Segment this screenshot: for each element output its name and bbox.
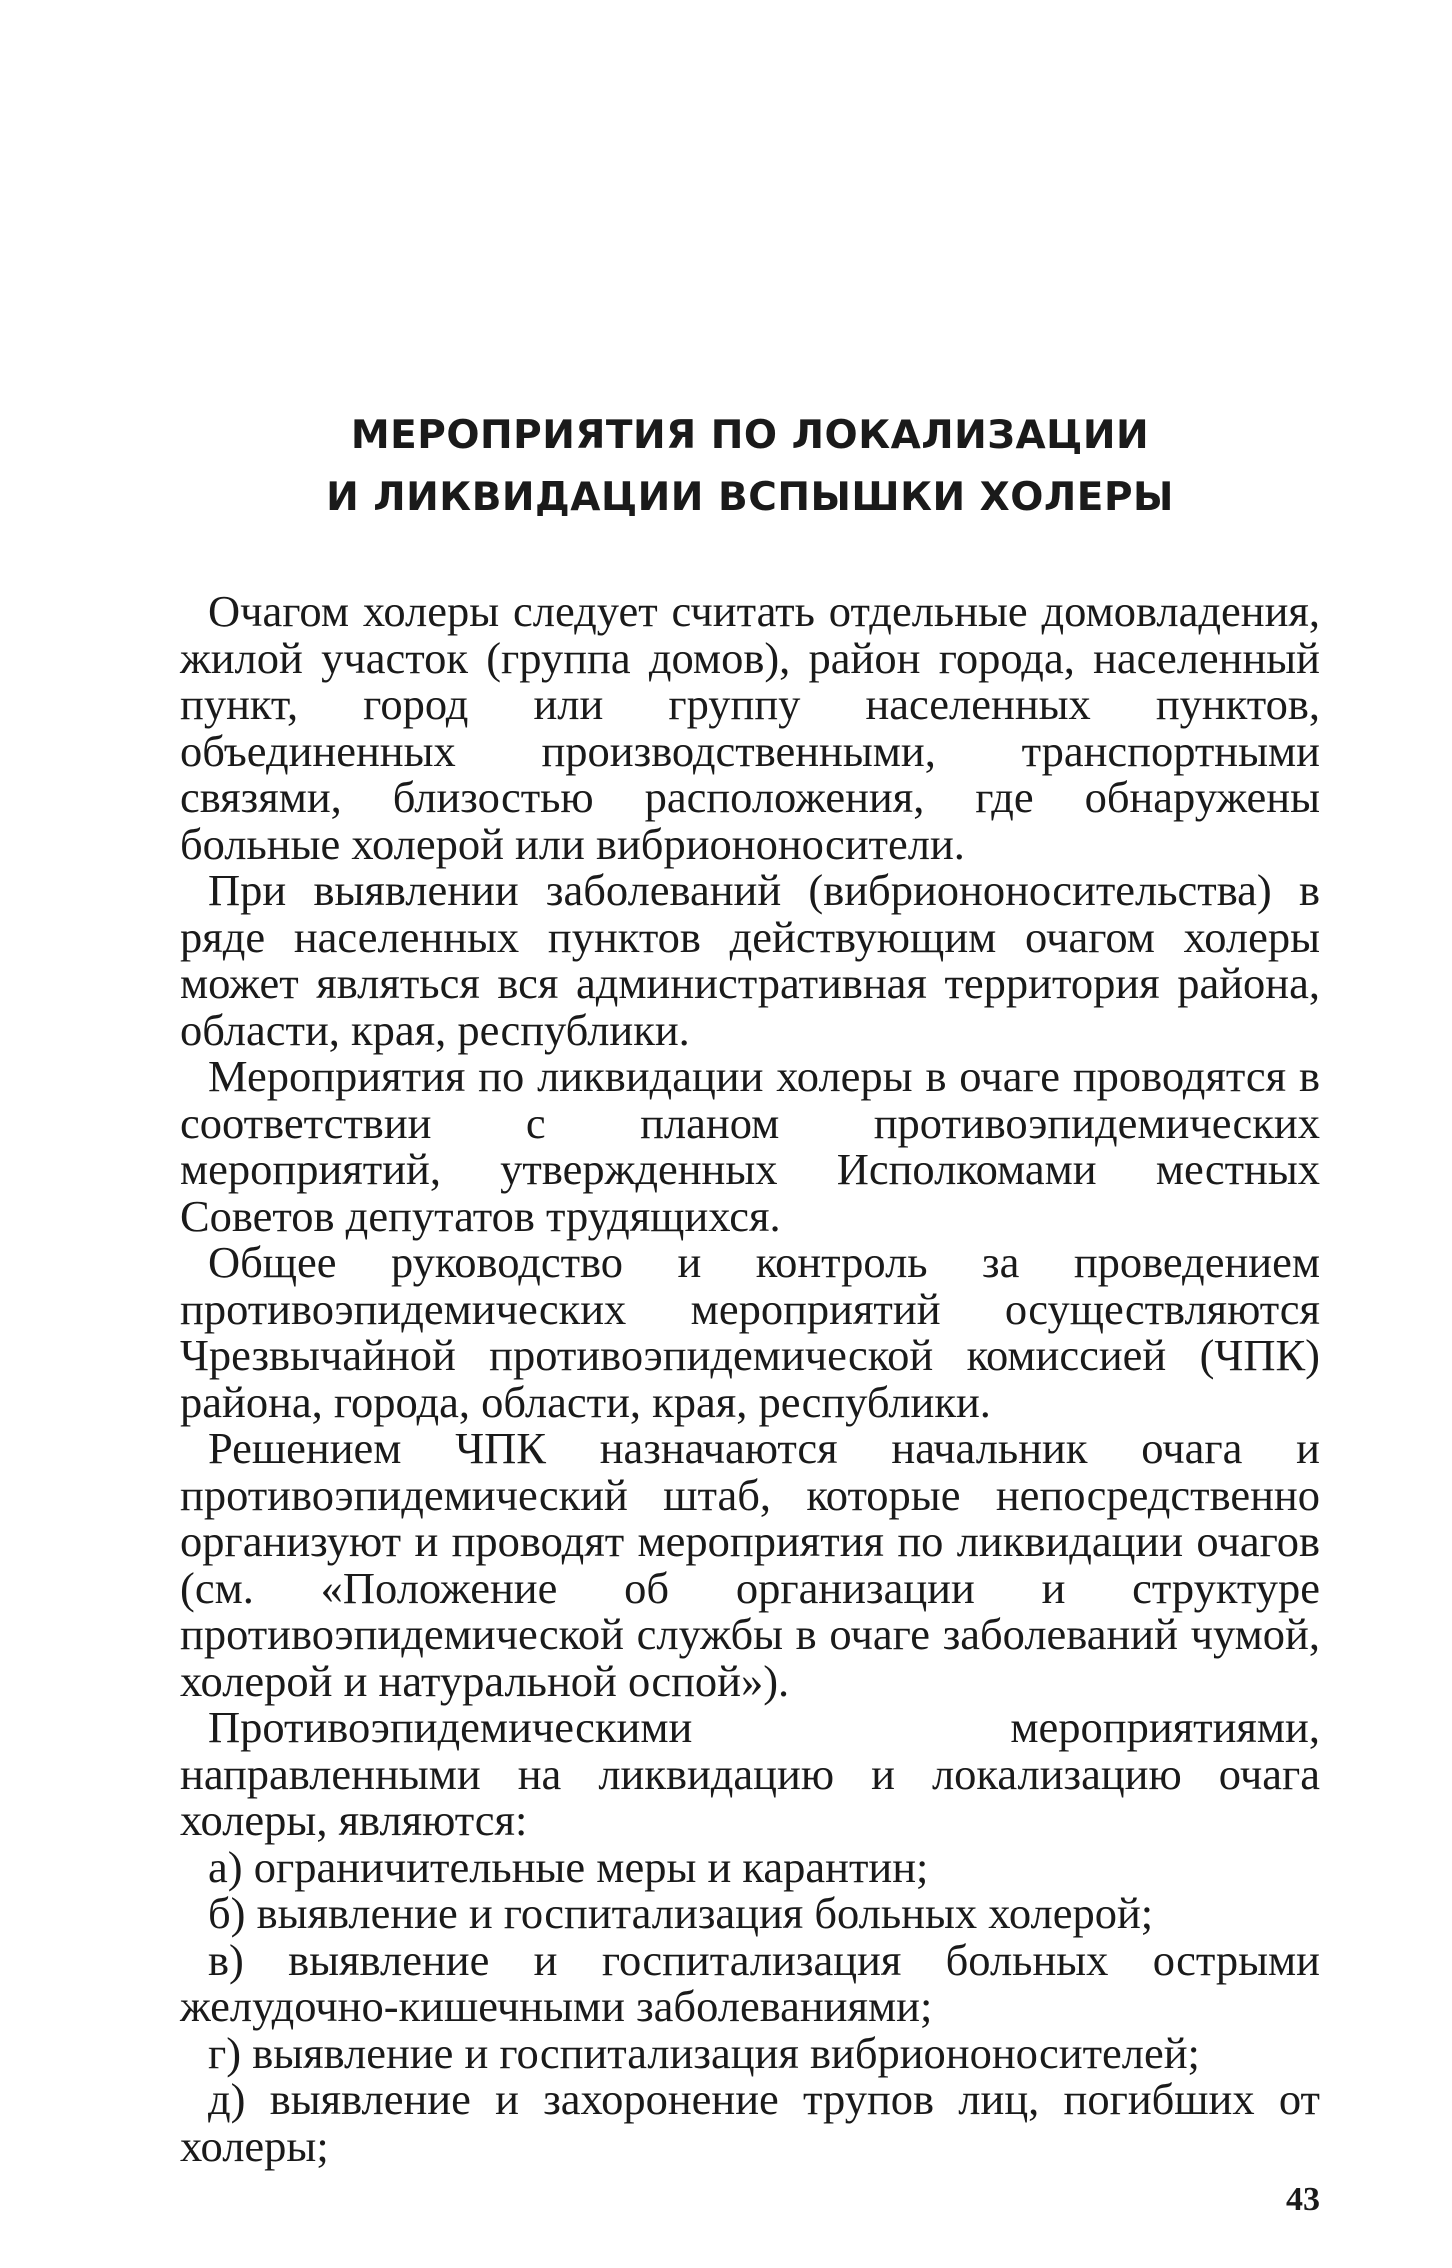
section-heading <box>180 405 1320 529</box>
paragraph: Мероприятия по ликвидации холеры в очаге проводятся в соответствии с планом противоэпидемических мероприятий, утвержденных Исполкомами местных Советов депутатов трудящихся. <box>180 1051 1320 1241</box>
book-page <box>180 0 1320 2268</box>
list-item: г) выявление и госпитализация вибриононосителей; <box>208 2027 1200 2078</box>
paragraph: Общее руководство и контроль за проведением противоэпидемических мероприятий осуществляются Чрезвычайной противоэпидемической комиссией (ЧПК) района, города, области, края, республики. <box>180 1237 1320 1427</box>
list-item: в) выявление и госпитализация больных острыми желудочно-кишечными заболеваниями; <box>180 1934 1320 2031</box>
heading-line-2: И ЛИКВИДАЦИИ ВСПЫШКИ ХОЛЕРЫ <box>326 475 1174 520</box>
heading-line-1: МЕРОПРИЯТИЯ ПО ЛОКАЛИЗАЦИИ <box>350 413 1150 458</box>
body-text <box>180 588 1320 2169</box>
paragraph: Решением ЧПК назначаются начальник очага и противоэпидемический штаб, которые непосредственно организуют и проводят мероприятия по ликвидации очагов (см. «Положение об организации и структуре противоэпидемической службы в очаге заболеваний чумой, холерой и натуральной оспой»). <box>180 1423 1320 1706</box>
list-item: д) выявление и захоронение трупов лиц, погибших от холеры; <box>180 2074 1320 2171</box>
paragraph: Противоэпидемическими мероприятиями, направленными на ликвидацию и локализацию очага холеры, являются: <box>180 1702 1320 1845</box>
page-number: 43 <box>1286 2181 1320 2218</box>
list-item: а) ограничительные меры и карантин; <box>208 1841 929 1892</box>
paragraph: При выявлении заболеваний (вибриононосительства) в ряде населенных пунктов действующим очагом холеры может являться вся административная территория района, области, края, республики. <box>180 865 1320 1055</box>
list-item: б) выявление и госпитализация больных холерой; <box>208 1888 1154 1938</box>
paragraph: Очагом холеры следует считать отдельные домовладения, жилой участок (группа домов), район города, населенный пункт, город или группу населенных пунктов, объединенных производственными, транспортными связями, близостью расположения, где обнаружены больные холерой или вибриононосители. <box>180 586 1320 869</box>
